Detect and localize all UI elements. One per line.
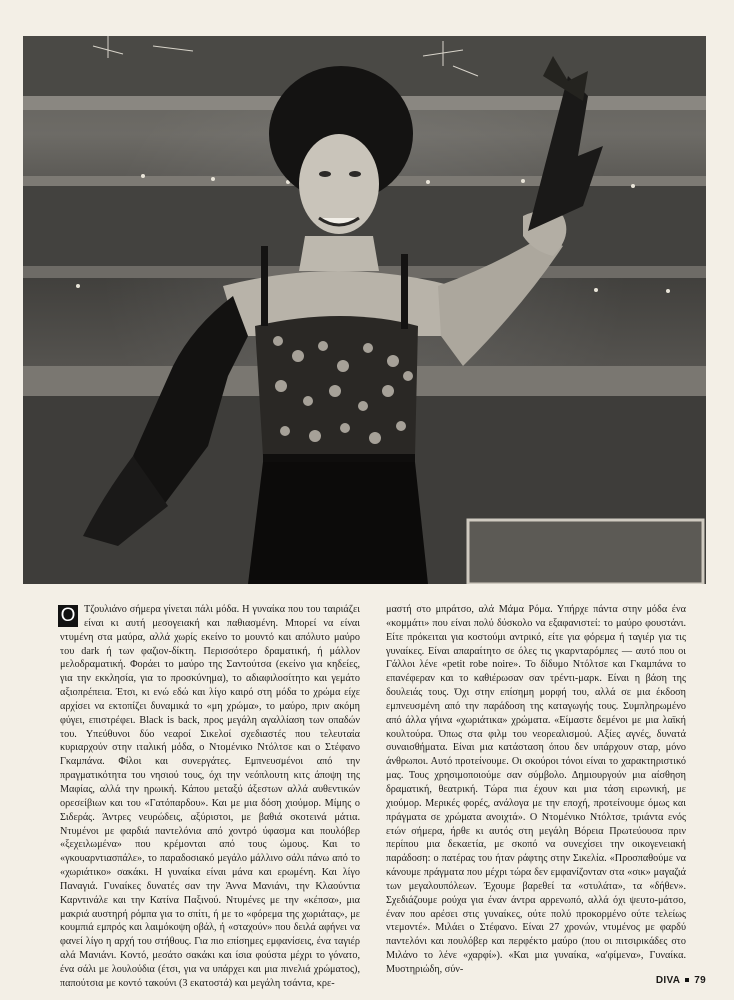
article-paragraph-left bbox=[60, 603, 360, 991]
footer-separator-square bbox=[685, 978, 689, 982]
article-column-left bbox=[60, 603, 360, 991]
article-text-left: Τζουλιάνο σήμερα γίνεται πάλι μόδα. Η γυναίκα που του ταιριάζει είναι κι αυτή μεσογειακή και παθιασμένη. Μπορεί να είναι ντυμένη στα μαύρα, αλλά χωρίς εκείνο το μουντό και απόλυτο μαύρο του dark ή των φαζιον-δίκτη. Περισσότερο δραματική, ή μάλλον μελοδραματική. Φοράει το μαύρο της Σαντούτσα (εκείνο για κηδείες, για την εκκλησία, για το προσκύνημα), το αδιαφιλοσίτητο και γεμάτο αξιοπρέπεια. Έτσι, κι ενώ εδώ και λίγο καιρό στη μόδα το χρώμα είχε αρχίσει να εκτοπίζει δυναμικά το «μη χρώμα», το μαύρο, πριν ακόμη φύγει, επιστρέφει. Black is back, προς μεγάλη αγαλλίαση των οπαδών του. Υπεύθυνοι δύο νεαροί Σικελοί σχεδιαστές που τελευταία κυριαρχούν στην ιταλική μόδα, ο Ντομένικο Ντόλτσε και ο Στέφανο Γκαμπάνα. Φίλοι και συνεργάτες. Εμπνευσμένοι από την πραγματικότητα του νησιού τους, όχι την νεόπλουτη κιτς άποψη της Μαφίας, αλλά την ηρωική. Κάπου μεταξύ άξεστων αλλά αυθεντικών ορεσείβιων και του «Γατόπαρδου». Και με μια δόση χιούμορ. Μίμης ο Σιδεράς. Άντρες νευρώδεις, αξύριστοι, με βαθιά σκοτεινά μάτια. Ντυμένοι με φαρδιά παντελόνια από χοντρό ύφασμα και πουλόβερ «ξεχειλωμένα» που κρέμονται από τους ώμους. Και το «γκουαρντιασπάλε», το παραδοσιακό μεγάλο μάλλινο σάλι πάνω από το «χωριάτικο» σακάκι. Η γυναίκα είναι μάνα και ερωμένη. Και λίγο Παναγιά. Γυναίκες δυνατές σαν την Άννα Μανιάνι, την Κλαούντια Καρντινάλε και την Κατίνα Παξινού. Ντυμένες με την «κέπσα», μια μακριά αυστηρή ρόμπα για το σπίτι, ή με το «φόρεμα της χωριάτας», με κουμπιά εμπρός και λαιμόκοψη οβάλ, ή «σταχούν» που δειλά αφήνει να φανεί λίγο η αρχή του στήθους. Για πιο επίσημες εμφανίσεις, ένα ταγιέρ αλά Μανιάνι. Κοντό, μεσάτο σακάκι και ίσια φούστα μέχρι το γόνατο, ένα σάλι με λουλούδια (έτσι, για να υπάρχει και μια πινελιά χρώματος), παπούτσια με κοντό τακούνι (3 εκατοστά) και μεγάλη τσάντα, κρε- bbox=[60, 604, 360, 989]
article-text-right: μαστή στο μπράτσο, αλά Μάμα Ρόμα. Υπήρχε πάντα στην μόδα ένα «κομμάτι» που είναι πολύ δύσκολο να εξαφανιστεί: το μαύρο φουστάνι. Είτε πρόκειται για κοστούμι αντρικό, είτε για φόρεμα ή ταγιέρ για τις γυναίκες. Είναι απαραίτητο σε όλες τις γκαρνταρόμπες — αυτό που οι Γάλλοι λένε «petit robe noire». Το δίδυμο Ντόλτσε και Γκαμπάνα το επανέφεραν και το καθιέρωσαν σαν τρέντι-μαρκ. Είναι η βάση της δουλειάς τους. Όχι στην επίσημη μορφή του, αλλά σε μια έκδοση εμπνευσμένη από την παράδοση της καταγωγής τους. Συμπληρωμένο από άλλα γήινα «χωριάτικα» χρώματα. «Είμαστε δεμένοι με μια λαϊκή κουλτούρα. Όπως στα φιλμ του νεορεαλισμού. Αξίες αγνές, δυνατά συναισθήματα. Είναι μια κατάσταση όπου δεν υπάρχουν σταρ, μόνο άνθρωποι. Αυτό προτείνουμε. Οι σκούροι τόνοι είναι το χαρακτηριστικό μας. Τους χρησιμοποιούμε σαν σύμβολο. Δημιουργούν μια αίσθηση δραματική, θεατρική. Τώρα πια έχουν και μια τάση ειρωνική, με χιούμορ. Μερικές φορές, ανάλογα με την εποχή, προτείνουμε όμως και πράγματα σε χρώματα ανοιχτά». Ο Ντομένικο Ντόλτσε, τριάντα ενός ετών σήμερα, ήρθε κι αυτός στη μεγάλη Βόρεια Πρωτεύουσα πριν περίπου μια δεκαετία, με σκοπό να συνεχίσει την οικογενειακή παράδοση: ο πατέρας του ήταν ράφτης στην Σικελία. «Προσπαθούμε να κάνουμε πράγματα που μέχρι τώρα δεν εμφανίζονταν στα «σικ» μαγαζιά των μεγαλουπόλεων. Έχουμε βαρεθεί τα «στυλάτα», τα «δήθεν». Σχεδιάζουμε ρούχα για έναν άντρα αρρενωπό, αλλά όχι ψευτο-μάτσο, έναν που αρέσει στις γυναίκες, ούτε πολύ προκορμένο ούτε τελείως ντεμοντέ». Μιλάει ο Στέφανο. Είναι 27 χρονών, ντυμένος με φαρδύ παντελόνι και πουλόβερ και περφέκτο μαύρο (που οι πιτσιρικάδες στο Μιλάνο το λένε «χαρφί»). «Και μια γυναίκα, «α'φίμενα», Γυναίκα. Μυστηριώδη, σύν- bbox=[386, 604, 686, 975]
drop-cap: Ο bbox=[58, 605, 78, 627]
magazine-name: DIVA bbox=[655, 975, 681, 986]
photo-illustration bbox=[23, 36, 706, 584]
article-column-right bbox=[386, 603, 686, 977]
page-number: 79 bbox=[694, 975, 706, 986]
article-paragraph-right bbox=[386, 603, 686, 977]
page-footer bbox=[656, 975, 706, 986]
editorial-photo bbox=[23, 36, 706, 584]
